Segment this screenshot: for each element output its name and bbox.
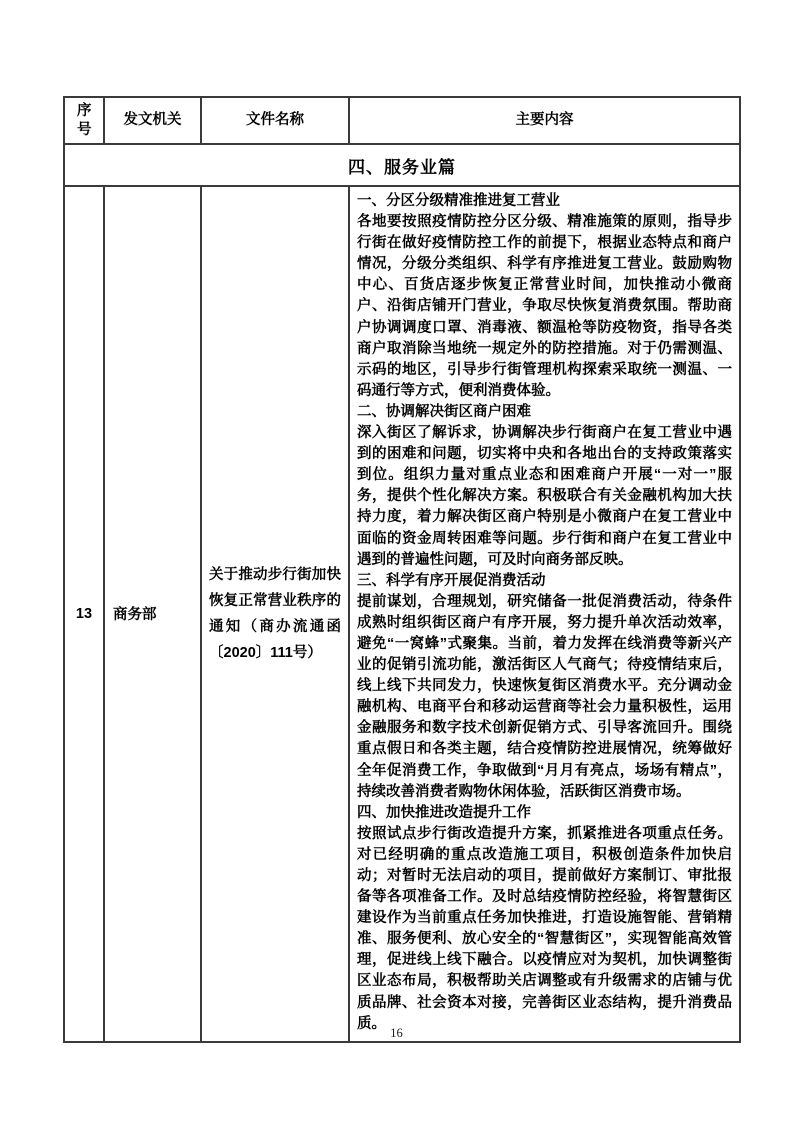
col-header-docname: 文件名称 — [201, 97, 349, 144]
col-header-serial: 序号 — [64, 97, 104, 144]
page-number: 16 — [390, 1026, 403, 1040]
row-serial-number: 13 — [64, 186, 104, 1042]
row-document-name-cell — [201, 186, 349, 1042]
col-header-content: 主要内容 — [349, 97, 740, 144]
content-heading-2: 二、协调解决街区商户困难 — [357, 403, 531, 420]
content-body-4: 按照试点步行街改造提升方案，抓紧推进各项重点任务。对已经明确的重点改造施工项目，积极创造条件加快启动；对暂时无法启动的项目，提前做好方案制订、审批报备等各项准备工作。及时总结疫情防控经验，将智慧街区建设作为当前重点任务加快推进，打造设施智能、营销精准、服务便利、放心安全的“智慧街区”，实现智能高效管理，促进线上线下融合。以疫情应对为契机，加快调整街区业态布局，积极帮助关店调整或有升级需求的店铺与优质品牌、社会资本对接，完善街区业态结构，提升消费品质。 — [357, 825, 732, 1032]
content-body-1: 各地要按照疫情防控分区分级、精准施策的原则，指导步行街在做好疫情防控工作的前提下，根据业态特点和商户情况，分级分类组织、科学有序推进复工营业。鼓励购物中心、百货店逐步恢复正常营业时间，加快推动小微商户、沿街店铺开门营业，争取尽快恢复消费氛围。帮助商户协调调度口罩、消毒液、额温枪等防疫物资，指导各类商户取消除当地统一规定外的防控措施。对于仍需测温、示码的地区，引导步行街管理机构探索采取统一测温、一码通行等方式，便利消费体验。 — [357, 214, 732, 399]
content-body-2: 深入街区了解诉求，协调解决步行街商户在复工营业中遇到的困难和问题，切实将中央和各地出台的支持政策落实到位。组织力量对重点业态和困难商户开展“一对一”服务，提供个性化解决方案。积极联合有关金融机构加大扶持力度，着力解决街区商户特别是小微商户在复工营业中面临的资金周转困难等问题。步行街和商户在复工营业中遇到的普遍性问题，可及时向商务部反映。 — [357, 425, 732, 568]
row-document-name: 关于推动步行街加快恢复正常营业秩序的通知（商办流通函〔2020〕111号） — [209, 566, 341, 661]
table-header-row — [64, 97, 740, 144]
section-row — [64, 144, 740, 186]
content-heading-4: 四、加快推进改造提升工作 — [357, 804, 531, 821]
document-table — [63, 96, 741, 1043]
content-heading-3: 三、科学有序开展促消费活动 — [357, 572, 546, 589]
content-body-3: 提前谋划，合理规划，研究储备一批促消费活动，待条件成熟时组织街区商户有序开展，努力提升单次活动效率，避免“一窝蜂”式聚集。当前，着力发挥在线消费等新兴产业的促销引流功能，激活街区人气商气；待疫情结束后，线上线下共同发力，快速恢复街区消费水平。充分调动金融机构、电商平台和移动运营商等社会力量积极性，运用金融服务和数字技术创新促销方式、引导客流回升。围绕重点假日和各类主题，结合疫情防控进展情况，统筹做好全年促消费工作，争取做到“月月有亮点，场场有精点”，持续改善消费者购物休闲体验，活跃街区消费市场。 — [357, 593, 732, 800]
table-row — [64, 186, 740, 1042]
section-title: 四、服务业篇 — [64, 144, 740, 186]
row-main-content — [349, 186, 740, 1042]
content-heading-1: 一、分区分级精准推进复工营业 — [357, 193, 560, 209]
col-header-agency: 发文机关 — [104, 97, 201, 144]
row-agency: 商务部 — [104, 186, 201, 1042]
